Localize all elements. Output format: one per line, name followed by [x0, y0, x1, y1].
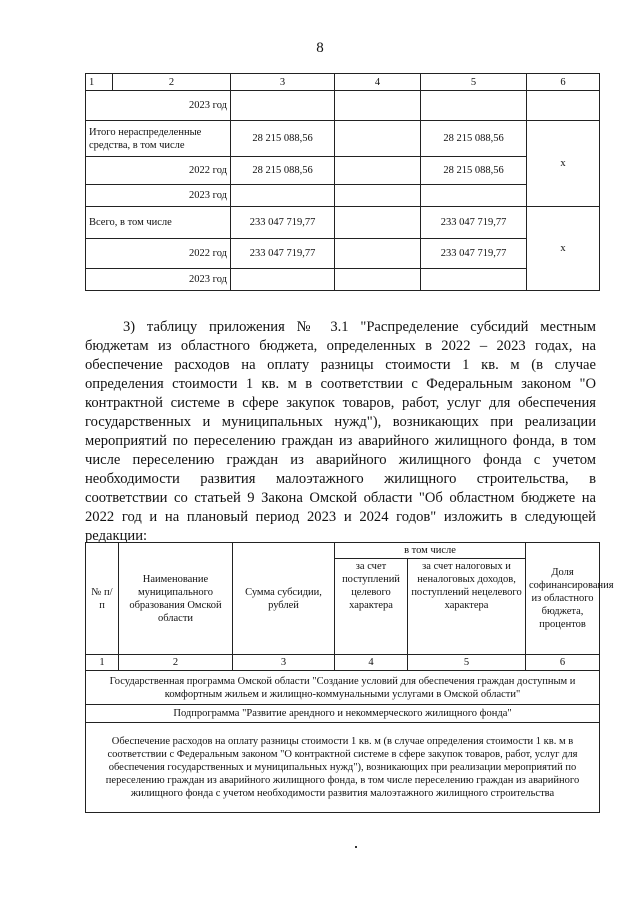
- row-label: 2022 год: [86, 157, 231, 185]
- value-cell: [335, 185, 421, 207]
- table-row: [86, 269, 600, 291]
- col-including-header: в том числе: [335, 543, 526, 559]
- value-cell: [335, 121, 421, 157]
- value-cell: [335, 269, 421, 291]
- program-row: [86, 671, 600, 705]
- value-cell: [335, 239, 421, 269]
- number-cell: 4: [335, 655, 408, 671]
- value-cell: [527, 91, 600, 121]
- x-mark: x: [527, 121, 600, 207]
- number-cell: 1: [86, 655, 119, 671]
- header-cell: 1: [86, 74, 113, 91]
- column-numbers-row: [86, 655, 600, 671]
- table-row: [86, 157, 600, 185]
- number-cell: 2: [119, 655, 233, 671]
- value-cell: [421, 185, 527, 207]
- measure-row: [86, 723, 600, 813]
- value-cell: [231, 91, 335, 121]
- header-cell: 4: [335, 74, 421, 91]
- col-number-header: № п/п: [86, 543, 119, 655]
- value-cell: [231, 269, 335, 291]
- value-cell: [335, 207, 421, 239]
- header-cell: 2: [113, 74, 231, 91]
- value-cell: [421, 91, 527, 121]
- x-mark: x: [527, 207, 600, 291]
- row-label: 2023 год: [86, 185, 231, 207]
- scan-dot: [355, 846, 357, 848]
- row-label: 2023 год: [86, 91, 231, 121]
- value-cell: [231, 185, 335, 207]
- value-cell: 28 215 088,56: [421, 157, 527, 185]
- row-label: Итого нераспределенные средства, в том числе: [86, 121, 231, 157]
- table-row: [86, 91, 600, 121]
- table-row: [86, 239, 600, 269]
- page-number: 8: [316, 40, 324, 56]
- distribution-table-continued: [85, 73, 600, 291]
- value-cell: 233 047 719,77: [231, 239, 335, 269]
- header-cell: 6: [527, 74, 600, 91]
- header-cell: 5: [421, 74, 527, 91]
- row-label: 2023 год: [86, 269, 231, 291]
- measure-title: Обеспечение расходов на оплату разницы стоимости 1 кв. м (в случае определения стоимости 1 кв. м в соответствии с Федеральным законом "О контрактной системе в сфере закупок товаров, работ, услуг для обеспечения государственных и муниципальных нужд"), возникающих при реализации мероприятий по переселению граждан из аварийного жилищного фонда, в том числе переселению граждан из аварийного жилищного фонда с учетом необходимости развития малоэтажного жилищного строительства: [86, 723, 600, 813]
- subsidy-table-header: [85, 542, 614, 813]
- number-cell: 3: [233, 655, 335, 671]
- table-header-row: [86, 543, 600, 559]
- col-share-header: Доля софинансирования из областного бюджета, процентов: [526, 543, 600, 655]
- value-cell: [335, 91, 421, 121]
- subprogram-row: [86, 705, 600, 723]
- value-cell: 233 047 719,77: [231, 207, 335, 239]
- table-row: [86, 207, 600, 239]
- header-cell: 3: [231, 74, 335, 91]
- value-cell: 28 215 088,56: [231, 121, 335, 157]
- number-cell: 6: [526, 655, 600, 671]
- program-title: Государственная программа Омской области "Создание условий для обеспечения граждан доступным и комфортным жильем и жилищно-коммунальными услугами в Омской области": [86, 671, 600, 705]
- col-name-header: Наименование муниципального образования Омской области: [119, 543, 233, 655]
- value-cell: [335, 157, 421, 185]
- amendment-paragraph: 3) таблицу приложения № 3.1 "Распределение субсидий местным бюджетам из областного бюджета, определенных в 2022 – 2023 годах, на обеспечение расходов на оплату разницы стоимости 1 кв. м (в случае определения стоимости 1 кв. м в соответствии с Федеральным законом "О контрактной системе в сфере закупок товаров, работ, услуг для обеспечения государственных и муниципальных нужд"), возникающих при реализации мероприятий по переселению граждан из аварийного жилищного фонда, в том числе переселению граждан из аварийного жилищного фонда с учетом необходимости развития малоэтажного жилищного строительства, в соответствии со статьей 9 Закона Омской области "Об областном бюджете на 2022 год и на плановый период 2023 и 2024 годов" изложить в следующей редакции:: [85, 319, 596, 544]
- col-targeted-header: за счет поступлений целевого характера: [335, 559, 408, 655]
- col-sum-header: Сумма субсидии, рублей: [233, 543, 335, 655]
- value-cell: 28 215 088,56: [421, 121, 527, 157]
- value-cell: [421, 269, 527, 291]
- row-label: 2022 год: [86, 239, 231, 269]
- table-row: [86, 185, 600, 207]
- number-cell: 5: [408, 655, 526, 671]
- value-cell: 233 047 719,77: [421, 207, 527, 239]
- value-cell: 233 047 719,77: [421, 239, 527, 269]
- subprogram-title: Подпрограмма "Развитие арендного и некоммерческого жилищного фонда": [86, 705, 600, 723]
- table-header-row: [86, 74, 600, 91]
- value-cell: 28 215 088,56: [231, 157, 335, 185]
- row-label: Всего, в том числе: [86, 207, 231, 239]
- col-tax-header: за счет налоговых и неналоговых доходов, поступлений нецелевого характера: [408, 559, 526, 655]
- table-row: [86, 121, 600, 157]
